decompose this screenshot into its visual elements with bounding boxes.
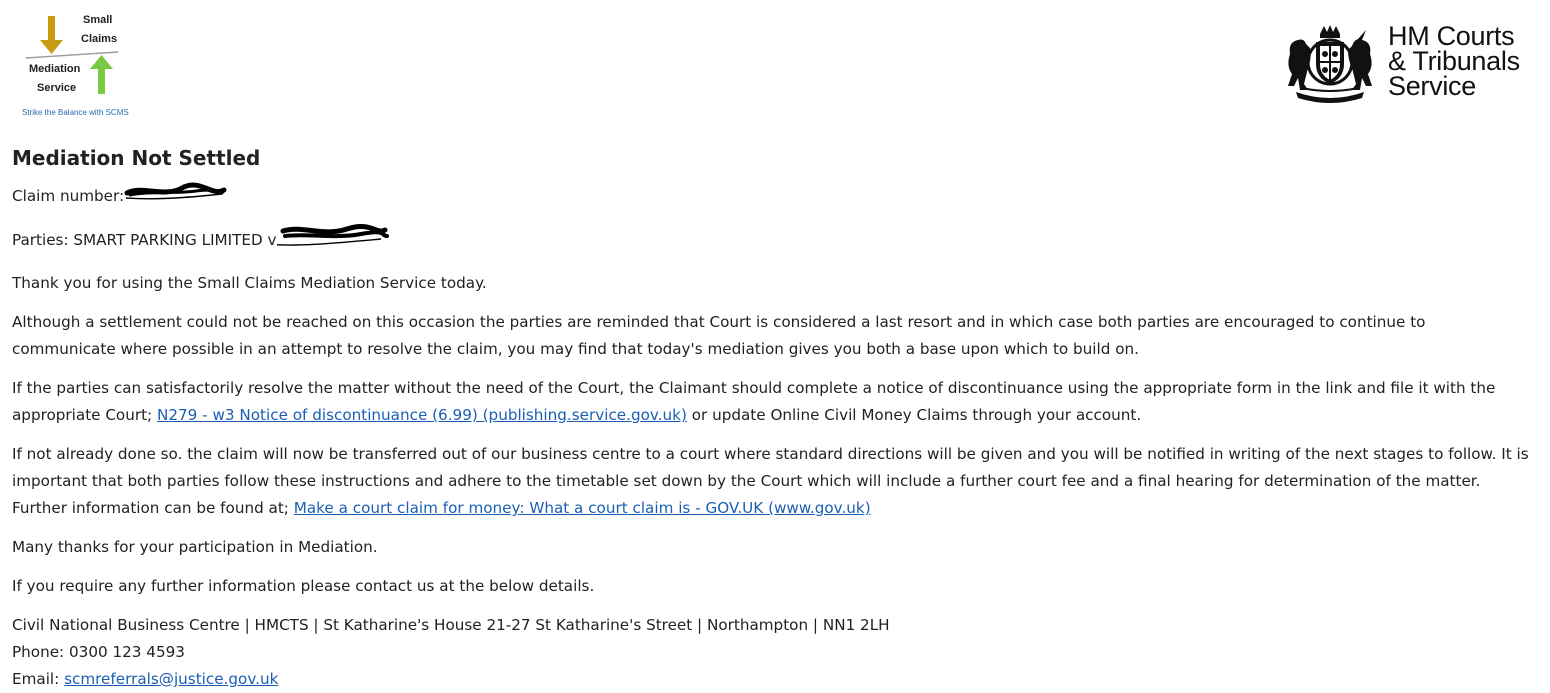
redacted-claim-number — [124, 182, 228, 211]
parties-line — [12, 223, 1532, 258]
settlement-paragraph: Although a settlement could not be reached on this occasion the parties are reminded that Court is considered a last resort and in which case both parties are encouraged to continue to communicate where possible in an attempt to resolve the claim, you may find that today's mediation gives you both a base upon which to build on. — [12, 313, 1426, 358]
hmcts-wordmark-line-1: HM Courts — [1388, 21, 1515, 51]
contact-address: Civil National Business Centre | HMCTS | St Katharine's House 21-27 St Katharine's Street | Northampton | NN1 2LH — [12, 616, 890, 634]
scms-logo — [20, 12, 150, 122]
parties-label: Parties: SMART PARKING LIMITED v — [12, 231, 277, 249]
claim-number-label: Claim number: — [12, 187, 125, 205]
logo-word-claims: Claims — [81, 33, 118, 45]
discontinuance-paragraph — [12, 375, 1532, 429]
logo-word-service: Service — [37, 82, 77, 94]
contact-intro-text: If you require any further information please contact us at the below details. — [12, 577, 595, 595]
hmcts-wordmark-line-2: & Tribunals — [1388, 46, 1520, 76]
royal-coat-of-arms-icon — [1282, 24, 1378, 104]
claim-number-line — [12, 182, 1532, 211]
hmcts-wordmark-line-3: Service — [1388, 71, 1476, 101]
page-title: Mediation Not Settled — [12, 146, 261, 170]
discontinuance-text-after: or update Online Civil Money Claims through your account. — [686, 406, 1142, 424]
discontinuance-text-before: If the parties can satisfactorily resolve the matter without the need of the Court, the Claimant should complete a notice of discontinuance using the appropriate form in the link and file it with the appropriate Court; — [12, 379, 1496, 424]
logo-word-mediation: Mediation — [29, 63, 81, 75]
gov-uk-court-claim-link[interactable]: Make a court claim for money: What a court claim is - GOV.UK (www.gov.uk) — [293, 499, 871, 517]
letter-body — [12, 144, 1532, 693]
contact-email-label: Email: — [12, 670, 65, 688]
transfer-text-before: If not already done so. the claim will now be transferred out of our business centre to a court where standard directions will be given and you will be notified in writing of the next stages to follow. It is important that both parties follow these instructions and adhere to the timetable set down by the Court which will include a further court fee and a final hearing for determination of the matter. Further information can be found at; — [12, 445, 1529, 517]
transfer-paragraph — [12, 441, 1532, 522]
contact-email-link[interactable]: scmreferrals@justice.gov.uk — [64, 670, 279, 688]
n279-form-link[interactable]: N279 - w3 Notice of discontinuance (6.99) (publishing.service.gov.uk) — [157, 406, 687, 424]
hmcts-wordmark — [1388, 21, 1520, 101]
hmcts-logo — [1282, 22, 1537, 104]
contact-phone: Phone: 0300 123 4593 — [12, 643, 185, 661]
contact-email-line — [12, 666, 1532, 693]
thank-you-text: Thank you for using the Small Claims Mediation Service today. — [12, 274, 487, 292]
logo-word-small: Small — [83, 14, 113, 26]
many-thanks-text: Many thanks for your participation in Mediation. — [12, 538, 378, 556]
redacted-party-name — [277, 223, 389, 258]
logo-tagline: Strike the Balance with SCMS — [22, 108, 129, 117]
